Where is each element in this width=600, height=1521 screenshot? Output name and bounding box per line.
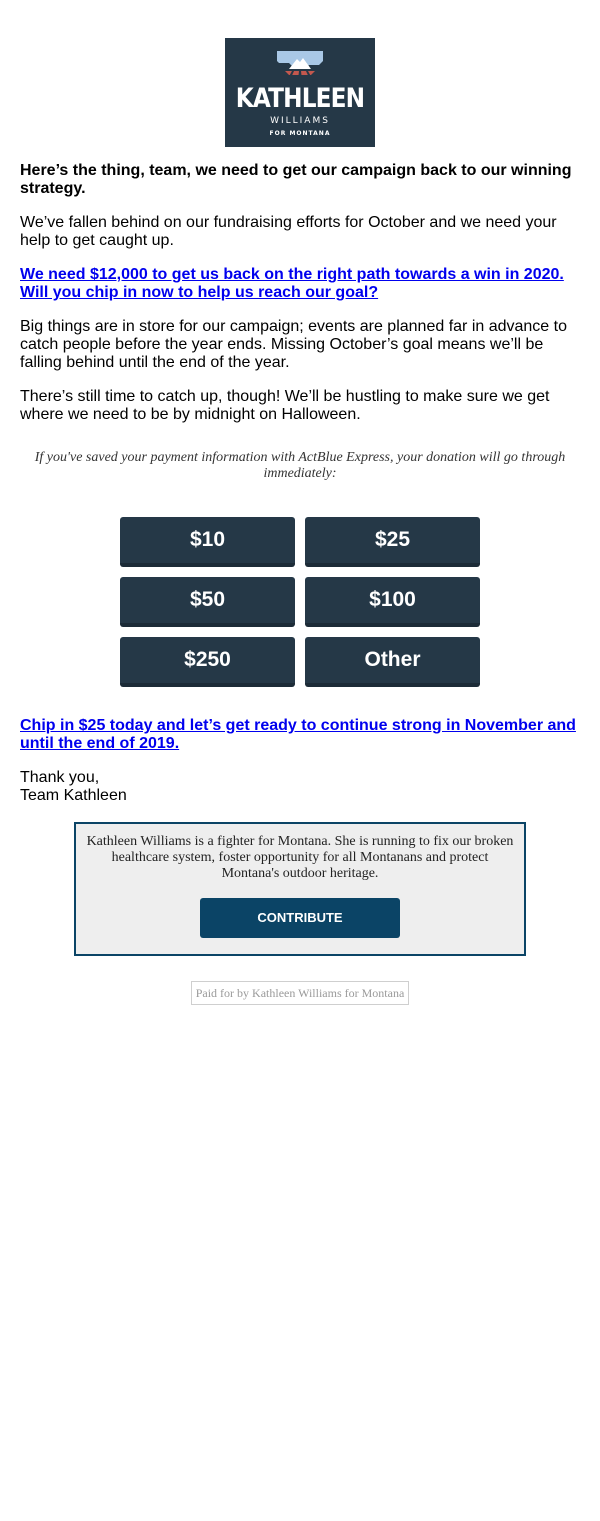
paragraph-big-things: Big things are in store for our campaign; events are planned far in advance to catch people before the year ends. Missing October’s goal means we’ll be falling behind until the end of the year. <box>20 318 567 371</box>
donate-25-button[interactable]: $25 <box>305 517 480 567</box>
mountain-logo-icon <box>275 49 325 81</box>
paragraph-fallen-behind: We’ve fallen behind on our fundraising efforts for October and we need your help to get caught up. <box>20 214 557 249</box>
logo-tagline: FOR MONTANA <box>269 130 331 137</box>
donate-100-button[interactable]: $100 <box>305 577 480 627</box>
chip-in-paragraph <box>20 717 580 753</box>
footer-box <box>74 822 526 956</box>
paragraph-catch-up: There’s still time to catch up, though! We’ll be hustling to make sure we get where we need to be by midnight on Halloween. <box>20 388 550 423</box>
donate-other-button[interactable]: Other <box>305 637 480 687</box>
donate-250-button[interactable]: $250 <box>120 637 295 687</box>
logo-surname: WILLIAMS <box>270 116 330 126</box>
intro-heading: Here’s the thing, team, we need to get our campaign back to our winning strategy. <box>20 162 572 197</box>
donate-10-button[interactable]: $10 <box>120 517 295 567</box>
paid-for-disclaimer: Paid for by Kathleen Williams for Montana <box>191 981 409 1005</box>
signoff-thank-you: Thank you, <box>20 769 100 786</box>
donate-50-button[interactable]: $50 <box>120 577 295 627</box>
contribute-button[interactable]: CONTRIBUTE <box>200 898 400 938</box>
actblue-express-note: If you've saved your payment information with ActBlue Express, your donation will go through immediately: <box>34 450 566 481</box>
donate-goal-link[interactable]: We need $12,000 to get us back on the right path towards a win in 2020. Will you chip in now to help us reach our goal? <box>20 266 564 301</box>
goal-paragraph <box>20 266 580 302</box>
chip-in-25-link[interactable]: Chip in $25 today and let’s get ready to continue strong in November and until the end of 2019. <box>20 717 576 752</box>
campaign-logo <box>225 38 375 147</box>
signoff-team: Team Kathleen <box>20 787 127 804</box>
footer-box-text: Kathleen Williams is a fighter for Montana. She is running to fix our broken healthcare system, foster opportunity for all Montanans and protect Montana's outdoor heritage. <box>86 834 514 881</box>
logo-name: KATHLEEN <box>235 83 365 114</box>
